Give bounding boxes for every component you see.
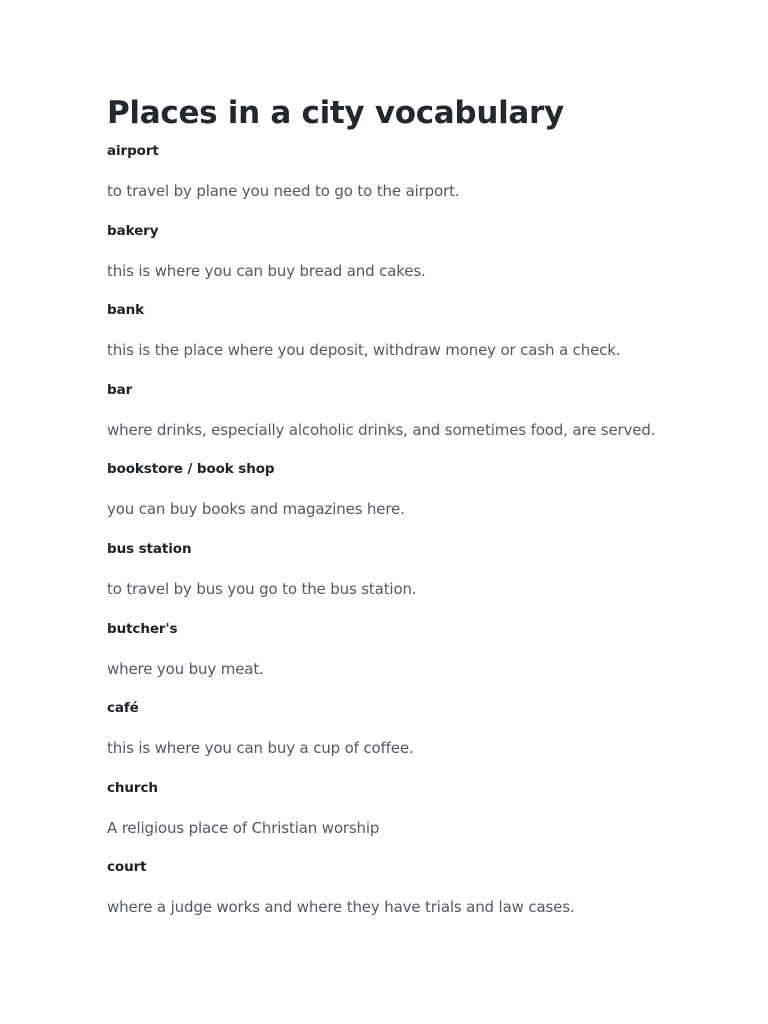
vocabulary-term: church [107,779,158,796]
vocabulary-term: bakery [107,222,159,239]
vocabulary-term: bar [107,381,133,398]
vocabulary-list [107,141,727,937]
vocabulary-term: bus station [107,540,192,557]
page-title: Places in a city vocabulary [107,95,564,131]
vocabulary-entry-airport [107,141,727,221]
vocabulary-entry-church [107,778,727,858]
document-page [107,93,727,937]
vocabulary-definition: this is where you can buy bread and cakes. [107,261,426,280]
vocabulary-entry-cafe [107,698,727,778]
vocabulary-definition: this is the place where you deposit, withdraw money or cash a check. [107,341,621,360]
vocabulary-entry-court [107,857,727,937]
vocabulary-entry-butchers [107,619,727,699]
vocabulary-term: court [107,859,147,876]
vocabulary-definition: this is where you can buy a cup of coffee. [107,739,414,758]
vocabulary-entry-bookstore [107,459,727,539]
vocabulary-term: bookstore / book shop [107,461,275,478]
vocabulary-definition: where you buy meat. [107,659,264,678]
vocabulary-entry-bakery [107,221,727,301]
vocabulary-term: airport [107,143,159,159]
vocabulary-entry-bus-station [107,539,727,619]
vocabulary-definition: where drinks, especially alcoholic drinks, and sometimes food, are served. [107,420,656,439]
vocabulary-entry-bar [107,380,727,460]
vocabulary-term: bank [107,302,144,319]
vocabulary-term: butcher's [107,620,178,637]
vocabulary-definition: to travel by plane you need to go to the airport. [107,182,460,200]
vocabulary-definition: you can buy books and magazines here. [107,500,405,519]
vocabulary-definition: where a judge works and where they have trials and law cases. [107,898,575,917]
vocabulary-entry-bank [107,300,727,380]
vocabulary-definition: A religious place of Christian worship [107,818,380,837]
vocabulary-term: café [107,700,139,717]
vocabulary-definition: to travel by bus you go to the bus station. [107,579,417,598]
